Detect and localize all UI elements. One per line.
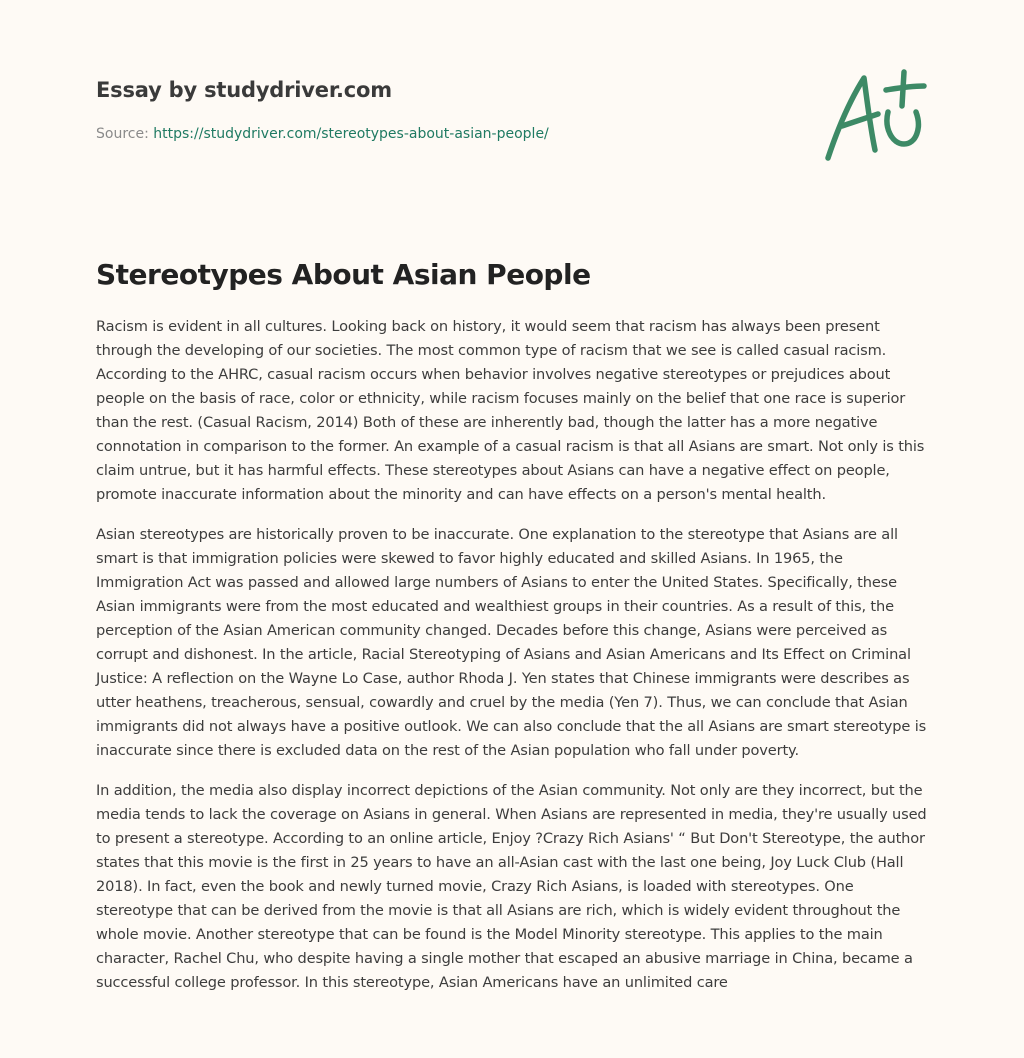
source-line: [96, 124, 796, 144]
article-title: Stereotypes About Asian People: [96, 258, 591, 291]
a-plus-logo-icon: [820, 66, 930, 166]
site-brand: Essay by studydriver.com: [96, 78, 392, 102]
source-label: Source:: [96, 126, 149, 142]
article-paragraph-1: Racism is evident in all cultures. Looking back on history, it would seem that racism has always been present through the developing of our societies. The most common type of racism that we see is called casual racism. According to the AHRC, casual racism occurs when behavior involves negative stereotypes or prejudices about people on the basis of race, color or ethnicity, while racism focuses mainly on the belief that one race is superior than the rest. (Casual Racism, 2014) Both of these are inherently bad, though the latter has a more negative connotation in comparison to the former. An example of a casual racism is that all Asians are smart. Not only is this claim untrue, but it has harmful effects. These stereotypes about Asians can have a negative effect on people, promote inaccurate information about the minority and can have effects on a person's mental health.: [96, 318, 925, 503]
article-paragraph-2: Asian stereotypes are historically proven to be inaccurate. One explanation to the stereotype that Asians are all smart is that immigration policies were skewed to favor highly educated and skilled Asians. In 1965, the Immigration Act was passed and allowed large numbers of Asians to enter the United States. Specifically, these Asian immigrants were from the most educated and wealthiest groups in their countries. As a result of this, the perception of the Asian American community changed. Decades before this change, Asians were perceived as corrupt and dishonest. In the article, Racial Stereotyping of Asians and Asian Americans and Its Effect on Criminal Justice: A reflection on the Wayne Lo Case, author Rhoda J. Yen states that Chinese immigrants were describes as utter heathens, treacherous, sensual, cowardly and cruel by the media (Yen 7). Thus, we can conclude that Asian immigrants did not always have a positive outlook. We can also conclude that the all Asians are smart stereotype is inaccurate since there is excluded data on the rest of the Asian population who fall under poverty.: [96, 526, 927, 759]
article-paragraph-3: In addition, the media also display incorrect depictions of the Asian community. Not only are they incorrect, but the media tends to lack the coverage on Asians in general. When Asians are represented in media, they're usually used to present a stereotype. According to an online article, Enjoy ?Crazy Rich Asians' “ But Don't Stereotype, the author states that this movie is the first in 25 years to have an all-Asian cast with the last one being, Joy Luck Club (Hall 2018). In fact, even the book and newly turned movie, Crazy Rich Asians, is loaded with stereotypes. One stereotype that can be derived from the movie is that all Asians are rich, which is widely evident throughout the whole movie. Another stereotype that can be found is the Model Minority stereotype. This applies to the main character, Rachel Chu, who despite having a single mother that escaped an abusive marriage in China, became a successful college professor. In this stereotype, Asian Americans have an unlimited care: [96, 782, 927, 991]
page-header: [96, 76, 796, 144]
article-body: [96, 315, 934, 1011]
source-link[interactable]: https://studydriver.com/stereotypes-about-asian-people/: [153, 126, 549, 142]
